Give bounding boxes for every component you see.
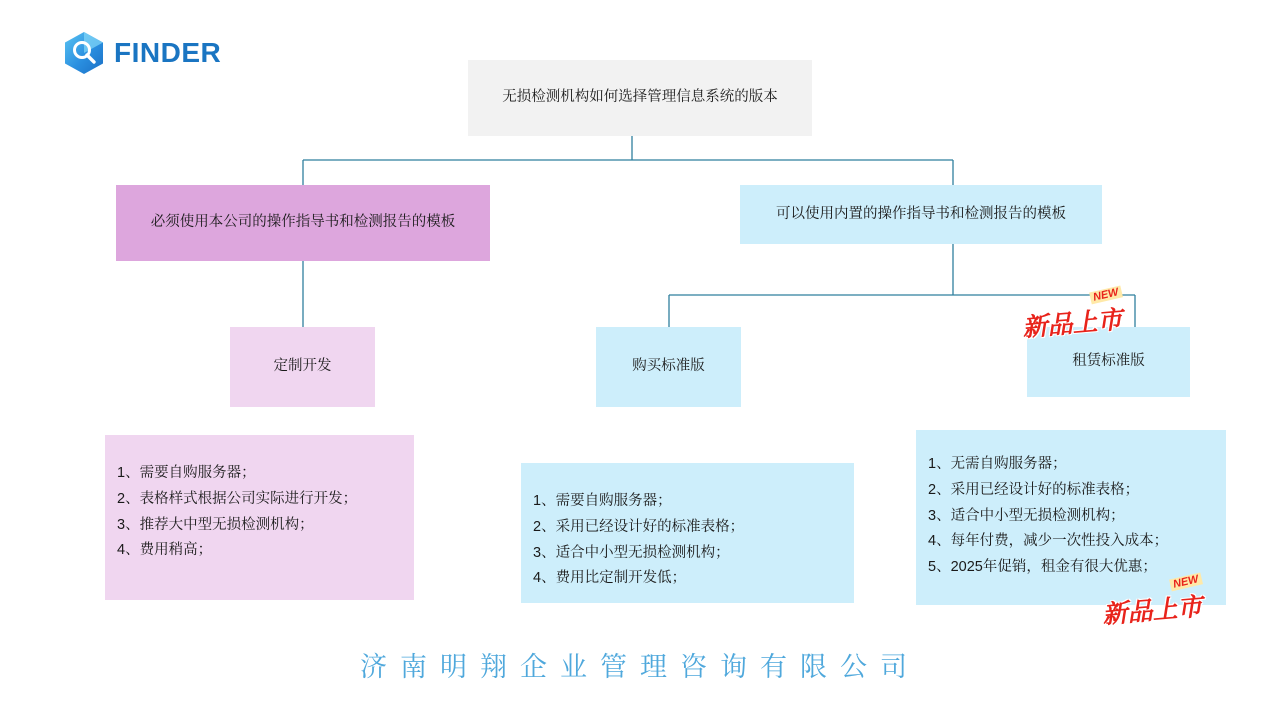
detail-line: 4、费用稍高； (117, 542, 213, 559)
brand-name: FINDER (114, 37, 222, 68)
detail-line: 2、表格样式根据公司实际进行开发； (117, 490, 358, 507)
new-badge-label: NEW (1089, 286, 1123, 305)
detail-box-custom-development (105, 435, 414, 600)
new-badge-text: 新品上市 (1021, 306, 1124, 343)
root-node: 无损检测机构如何选择管理信息系统的版本 (468, 60, 812, 136)
branch-node-right: 可以使用内置的操作指导书和检测报告的模板 (740, 185, 1102, 244)
footer-company-name: 济南明翔企业管理咨询有限公司 (360, 652, 920, 682)
detail-line: 4、每年付费，减少一次性投入成本； (928, 533, 1169, 550)
detail-box-purchase-standard (521, 463, 854, 603)
detail-line: 3、推荐大中型无损检测机构； (117, 516, 314, 533)
hexagon-search-icon (62, 30, 106, 76)
new-product-badge-bottom (1090, 573, 1213, 632)
brand-logo (62, 30, 221, 76)
option-node-lease-standard: 租赁标准版 (1027, 327, 1190, 397)
detail-line: 5、2025年促销，租金有很大优惠； (928, 559, 1157, 576)
detail-line: 1、需要自购服务器； (117, 465, 256, 481)
option-node-purchase-standard: 购买标准版 (596, 327, 741, 407)
new-badge-text: 新品上市 (1101, 593, 1204, 630)
branch-node-left: 必须使用本公司的操作指导书和检测报告的模板 (116, 185, 490, 261)
option-node-custom-development: 定制开发 (230, 327, 375, 407)
detail-line: 3、适合中小型无损检测机构； (928, 507, 1125, 524)
new-badge-label: NEW (1169, 573, 1203, 592)
detail-line: 2、采用已经设计好的标准表格； (533, 518, 745, 535)
detail-line: 1、需要自购服务器； (533, 493, 672, 509)
detail-line: 1、无需自购服务器； (928, 456, 1067, 472)
detail-line: 2、采用已经设计好的标准表格； (928, 481, 1140, 498)
detail-line: 4、费用比定制开发低； (533, 570, 687, 587)
detail-line: 3、适合中小型无损检测机构； (533, 544, 730, 561)
